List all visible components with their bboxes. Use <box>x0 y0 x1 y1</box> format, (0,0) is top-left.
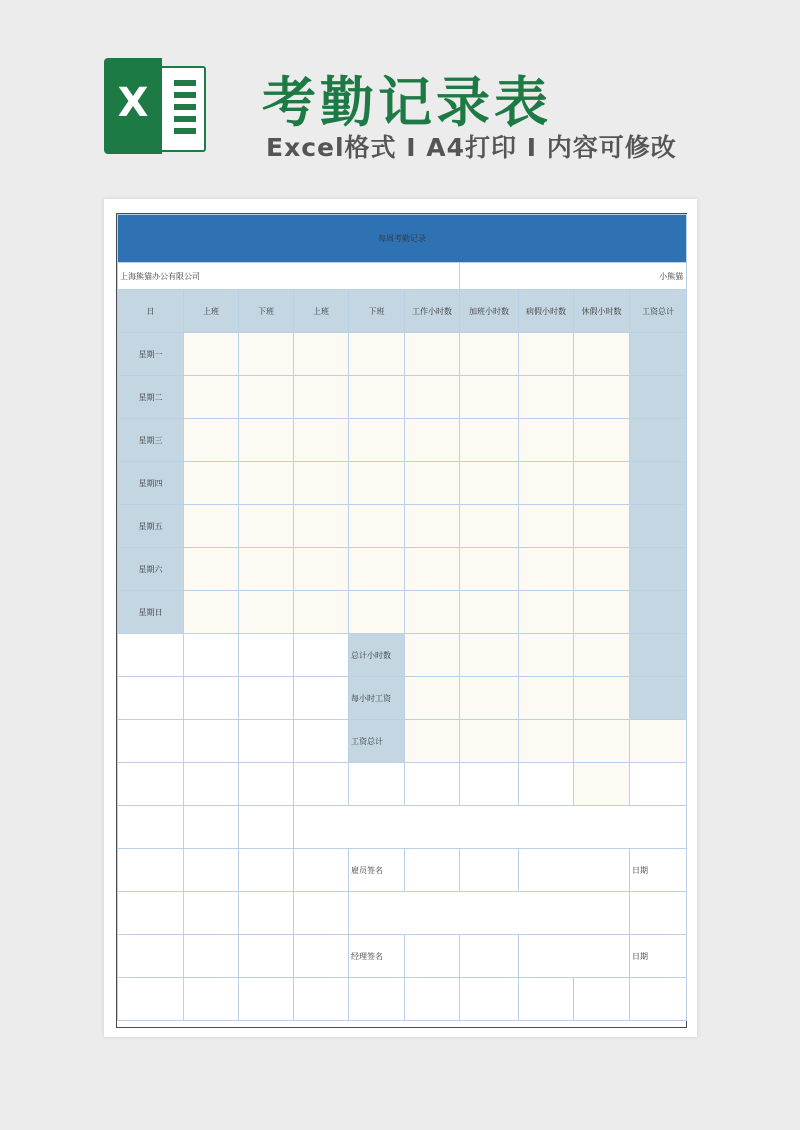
summary-row <box>118 677 687 720</box>
table-row <box>118 462 687 505</box>
col-header: 加班小时数 <box>460 290 519 333</box>
row-header: 星期一 <box>118 333 184 376</box>
col-header: 上班 <box>294 290 349 333</box>
date-label: 日期 <box>630 935 687 978</box>
summary-row <box>118 720 687 763</box>
table-row <box>118 505 687 548</box>
page-subtitle: Excel格式 I A4打印 I 内容可修改 <box>266 133 677 162</box>
table-row <box>118 419 687 462</box>
employee-sign-label: 雇员签名 <box>349 849 405 892</box>
table-row <box>118 376 687 419</box>
attendance-table <box>116 213 687 1028</box>
manager-sign-row <box>118 935 687 978</box>
row-header: 星期二 <box>118 376 184 419</box>
employee-sign-row <box>118 849 687 892</box>
col-header: 工作小时数 <box>405 290 460 333</box>
row-header: 星期日 <box>118 591 184 634</box>
row-header: 星期五 <box>118 505 184 548</box>
summary-label: 每小时工资 <box>349 677 405 720</box>
employee-name[interactable]: 小熊猫 <box>460 263 687 290</box>
summary-label: 总计小时数 <box>349 634 405 677</box>
date-label: 日期 <box>630 849 687 892</box>
col-header: 休假小时数 <box>574 290 630 333</box>
col-header: 下班 <box>349 290 405 333</box>
excel-logo-icon: X <box>104 58 204 154</box>
page-title: 考勤记录表 <box>262 71 552 134</box>
summary-label: 工资总计 <box>349 720 405 763</box>
day-rows <box>118 333 687 634</box>
manager-sign-label: 经理签名 <box>349 935 405 978</box>
company-name[interactable]: 上海熊猫办公有限公司 <box>118 263 460 290</box>
col-header: 上班 <box>184 290 239 333</box>
row-header: 星期三 <box>118 419 184 462</box>
table-row <box>118 333 687 376</box>
summary-row <box>118 634 687 677</box>
table-row <box>118 591 687 634</box>
col-header: 工资总计 <box>630 290 687 333</box>
col-header: 日 <box>118 290 184 333</box>
row-header: 星期六 <box>118 548 184 591</box>
col-header: 下班 <box>239 290 294 333</box>
sheet-title: 每周考勤记录 <box>118 215 687 263</box>
row-header: 星期四 <box>118 462 184 505</box>
paper-sheet <box>104 199 697 1037</box>
col-header: 病假小时数 <box>519 290 574 333</box>
table-row <box>118 548 687 591</box>
